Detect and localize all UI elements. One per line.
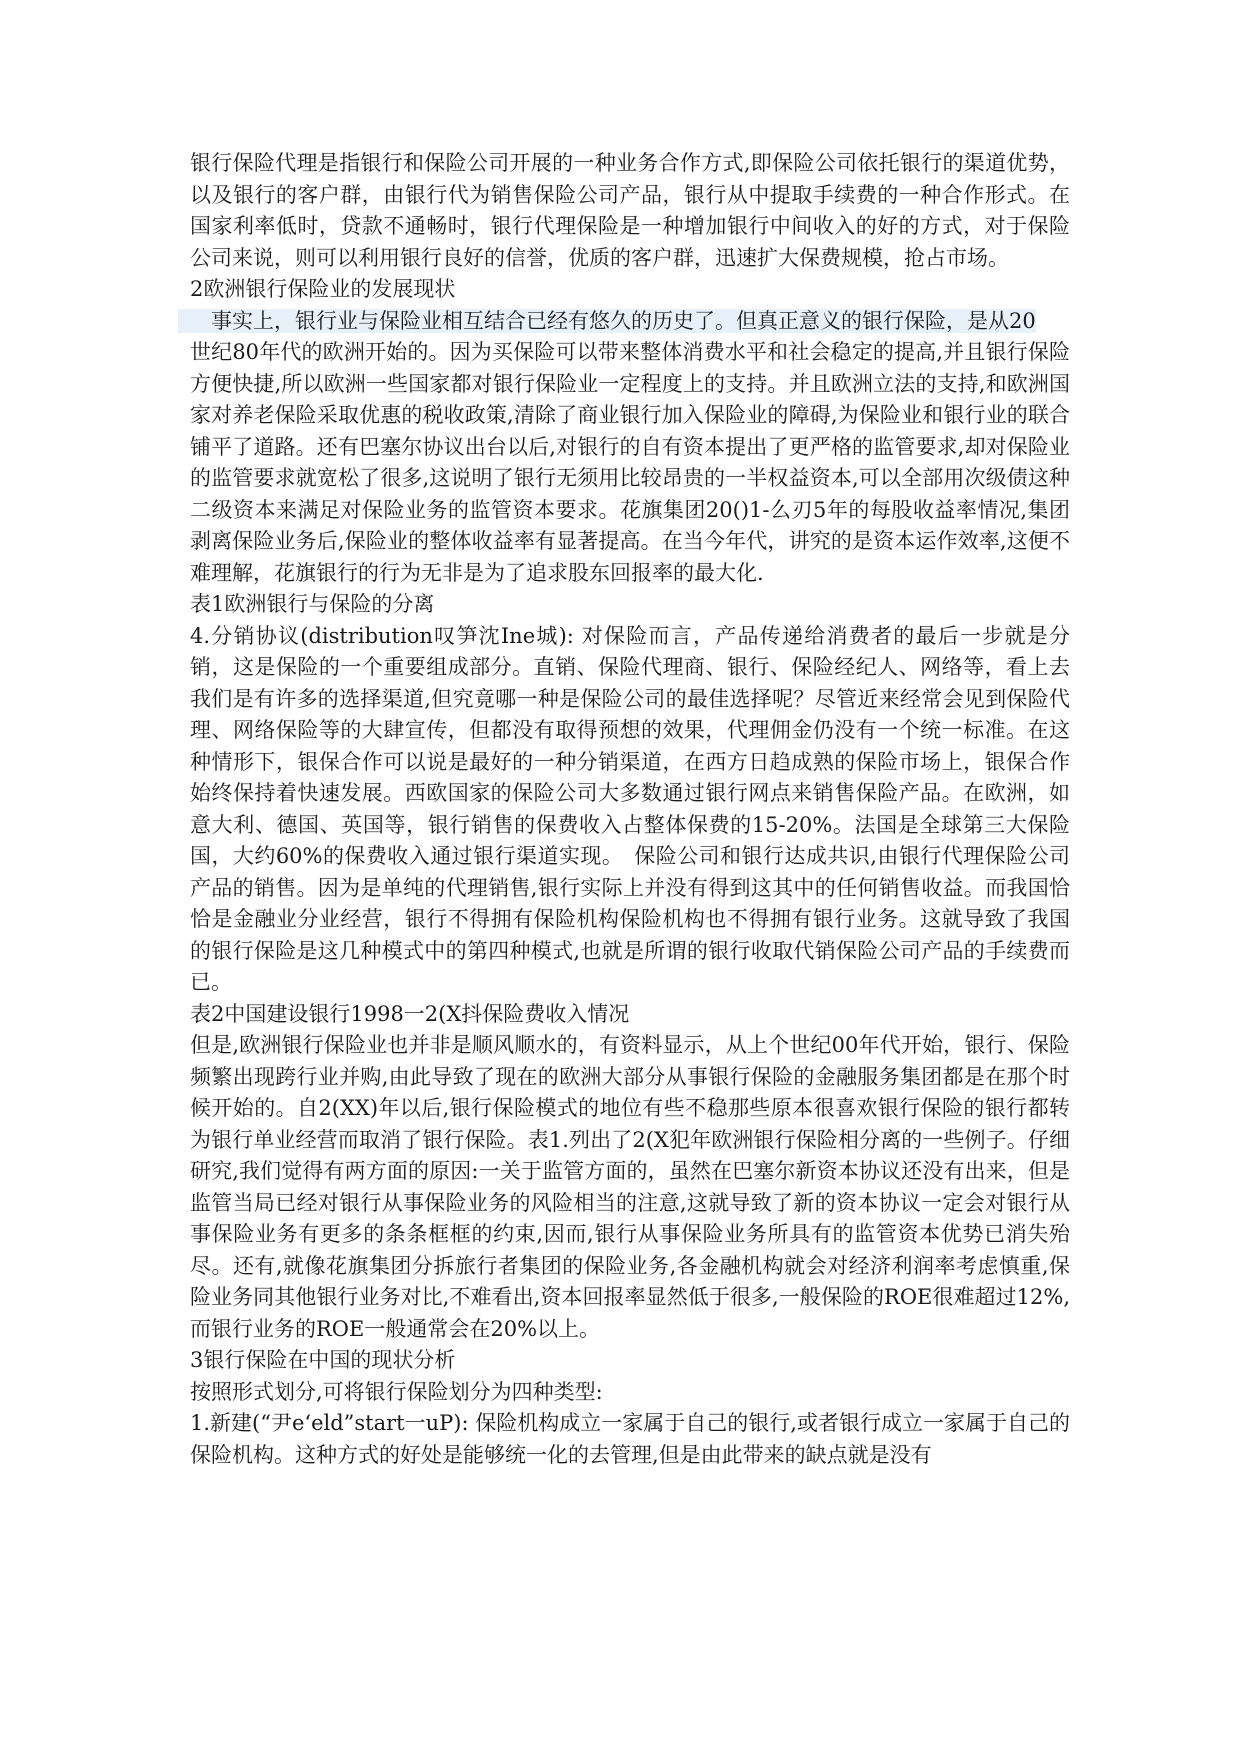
- europe-paragraph: [190, 306, 1070, 590]
- table1-caption: 表1欧洲银行与保险的分离: [190, 592, 435, 616]
- highlighted-line: 事实上，银行业与保险业相互结合已经有悠久的历史了。但真正意义的银行保险，是从20: [178, 309, 1036, 333]
- types-intro: 按照形式划分,可将银行保险划分为四种类型:: [190, 1379, 603, 1404]
- section-heading-europe: 2欧洲银行保险业的发展现状: [190, 277, 456, 301]
- document-page: [190, 148, 1070, 1471]
- europe-paragraph-text: 世纪80年代的欧洲开始的。因为买保险可以带来整体消费水平和社会稳定的提高,并且银行保险方便快捷,所以欧洲一些国家都对银行保险业一定程度上的支持。并且欧洲立法的支持,和欧洲国家对养老保险采取优惠的税收政策,清除了商业银行加入保险业的障碍,为保险业和银行业的联合铺平了道路。还有巴塞尔协议出台以后,对银行的自有资本提出了更严格的监管要求,却对保险业的监管要求就宽松了很多,这说明了银行无须用比较昂贵的一半权益资本,可以全部用次级债这种二级资本来满足对保险业务的监管资本要求。花旗集团20()1-么刃5年的每股收益率情况,集团剥离保险业务后,保险业的整体收益率有显著提高。在当今年代，讲究的是资本运作效率,这便不难理解，花旗银行的行为无非是为了追求股东回报率的最大化.: [190, 340, 1070, 585]
- separation-paragraph: 但是,欧洲银行保险业也并非是顺风顺水的，有资料显示，从上个世纪00年代开始，银行、保险频繁出现跨行业并购,由此导致了现在的欧洲大部分从事银行保险的金融服务集团都是在那个时候开始的。自2(XX)年以后,银行保险模式的地位有些不稳那些原本很喜欢银行保险的银行都转为银行单业经营而取消了银行保险。表1.列出了2(X犯年欧洲银行保险相分离的一些例子。仔细研究,我们觉得有两方面的原因:一关于监管方面的，虽然在巴塞尔新资本协议还没有出来，但是监管当局已经对银行从事保险业务的风险相当的注意,这就导致了新的资本协议一定会对银行从事保险业务有更多的条条框框的约束,因而,银行从事保险业务所具有的监管资本优势已消失殆尽。还有,就像花旗集团分拆旅行者集团的保险业务,各金融机构就会对经济利润率考虑慎重,保险业务同其他银行业务对比,不难看出,资本回报率显然低于很多,一般保险的ROE很难超过12%,而银行业务的ROE一般通常会在20%以上。: [190, 1033, 1070, 1341]
- distribution-paragraph: 4.分销协议(distribution叹笋沈Ine城): 对保险而言，产品传递给消费者的最后一步就是分销，这是保险的一个重要组成部分。直销、保险代理商、银行、保险经纪人、网络等，看上去我们是有许多的选择渠道,但究竟哪一种是保险公司的最佳选择呢？尽管近来经常会见到保险代理、网络保险等的大肆宣传，但都没有取得预想的效果，代理佣金仍没有一个统一标准。在这种情形下，银保合作可以说是最好的一种分销渠道，在西方日趋成熟的保险市场上，银保合作始终保持着快速发展。西欧国家的保险公司大多数通过银行网点来销售保险产品。在欧洲，如意大利、德国、英国等，银行销售的保费收入占整体保费的15-20%。法国是全球第三大保险国，大约60%的保费收入通过银行渠道实现。 保险公司和银行达成共识,由银行代理保险公司产品的销售。因为是单纯的代理销售,银行实际上并没有得到这其中的任何销售收益。而我国恰恰是金融业分业经营，银行不得拥有保险机构保险机构也不得拥有银行业务。这就导致了我国的银行保险是这几种模式中的第四种模式,也就是所谓的银行收取代销保险公司产品的手续费而已。: [190, 623, 1070, 994]
- table2-caption: 表2中国建设银行1998一2(X抖保险费收入情况: [190, 1001, 630, 1026]
- intro-paragraph: 银行保险代理是指银行和保险公司开展的一种业务合作方式,即保险公司依托银行的渠道优势，以及银行的客户群，由银行代为销售保险公司产品，银行从中提取手续费的一种合作形式。在国家利率低时，贷款不通畅时，银行代理保险是一种增加银行中间收入的好的方式，对于保险公司来说，则可以利用银行良好的信誉，优质的客户群，迅速扩大保费规模，抢占市场。: [190, 151, 1070, 270]
- type1-paragraph: 1.新建(“尹e‘eld”start一uP): 保险机构成立一家属于自己的银行,或者银行成立一家属于自己的保险机构。这种方式的好处是能够统一化的去管理,但是由此带来的缺点就是没有: [190, 1411, 1070, 1467]
- section-heading-china: 3银行保险在中国的现状分析: [190, 1348, 456, 1372]
